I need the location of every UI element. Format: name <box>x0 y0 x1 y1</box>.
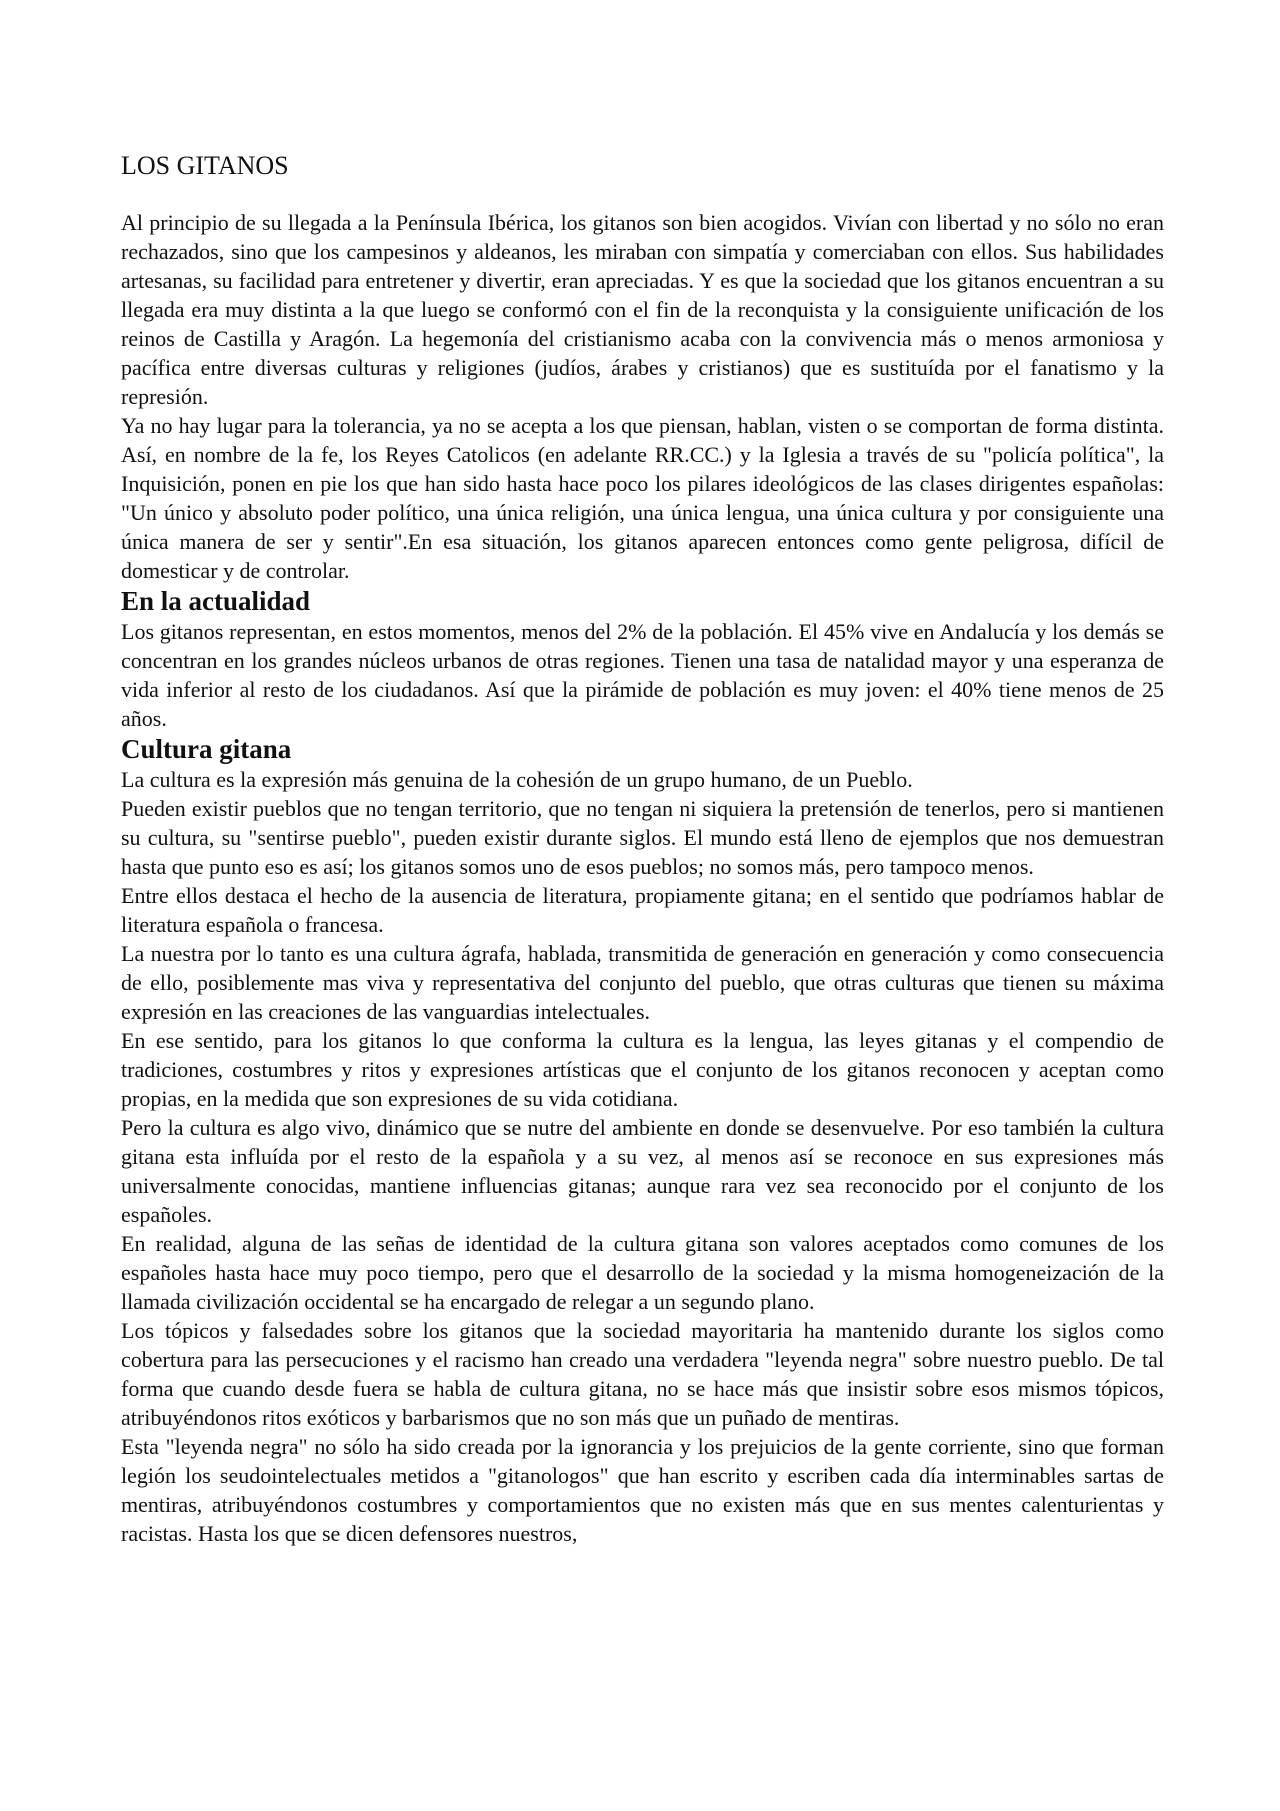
paragraph-cultura-1: La cultura es la expresión más genuina de la cohesión de un grupo humano, de un Pueblo. <box>121 767 913 792</box>
heading-en-la-actualidad: En la actualidad <box>121 586 311 616</box>
paragraph-intro-2: Ya no hay lugar para la tolerancia, ya no se acepta a los que piensan, hablan, visten o se comportan de forma distinta. Así, en nombre de la fe, los Reyes Catolicos (en adelante RR.CC.) y la Iglesia a través de su "policía política", la Inquisición, ponen en pie los que han sido hasta hace poco los pilares ideológicos de las clases dirigentes españolas: "Un único y absoluto poder político, una única religión, una única lengua, una única cultura y por consiguiente una única manera de ser y sentir".En esa situación, los gitanos aparecen entonces como gente peligrosa, difícil de domesticar y de controlar. <box>121 413 1164 583</box>
paragraph-cultura-4: La nuestra por lo tanto es una cultura ágrafa, hablada, transmitida de generación en generación y como consecuencia de ello, posiblemente mas viva y representativa del conjunto del pueblo, que otras culturas que tienen su máxima expresión en las creaciones de las vanguardias intelectuales. <box>121 941 1164 1024</box>
heading-cultura-gitana: Cultura gitana <box>121 734 292 764</box>
paragraph-cultura-6: Pero la cultura es algo vivo, dinámico que se nutre del ambiente en donde se desenvuelve. Por eso también la cultura gitana esta influída por el resto de la española y a su vez, al menos así se reconoce en sus expresiones más universalmente conocidas, mantiene influencias gitanas; aunque rara vez sea reconocido por el conjunto de los españoles. <box>121 1115 1164 1227</box>
paragraph-intro-1: Al principio de su llegada a la Península Ibérica, los gitanos son bien acogidos. Vivían con libertad y no sólo no eran rechazados, sino que los campesinos y aldeanos, les miraban con simpatía y comerciaban con ellos. Sus habilidades artesanas, su facilidad para entretener y divertir, eran apreciadas. Y es que la sociedad que los gitanos encuentran a su llegada era muy distinta a la que luego se conformó con el fin de la reconquista y la consiguiente unificación de los reinos de Castilla y Aragón. La hegemonía del cristianismo acaba con la convivencia más o menos armoniosa y pacífica entre diversas culturas y religiones (judíos, árabes y cristianos) que es sustituída por el fanatismo y la represión. <box>121 210 1164 409</box>
paragraph-actualidad-1: Los gitanos representan, en estos momentos, menos del 2% de la población. El 45% vive en Andalucía y los demás se concentran en los grandes núcleos urbanos de otras regiones. Tienen una tasa de natalidad mayor y una esperanza de vida inferior al resto de los ciudadanos. Así que la pirámide de población es muy joven: el 40% tiene menos de 25 años. <box>121 619 1164 731</box>
document-page <box>121 150 1164 1548</box>
paragraph-cultura-9: Esta "leyenda negra" no sólo ha sido creada por la ignorancia y los prejuicios de la gente corriente, sino que forman legión los seudointelectuales metidos a "gitanologos" que han escrito y escriben cada día interminables sartas de mentiras, atribuyéndonos costumbres y comportamientos que no existen más que en sus mentes calenturientas y racistas. Hasta los que se dicen defensores nuestros, <box>121 1434 1164 1546</box>
document-title: LOS GITANOS <box>121 151 289 180</box>
paragraph-cultura-7: En realidad, alguna de las señas de identidad de la cultura gitana son valores aceptados como comunes de los españoles hasta hace muy poco tiempo, pero que el desarrollo de la sociedad y la misma homogeneización de la llamada civilización occidental se ha encargado de relegar a un segundo plano. <box>121 1231 1164 1314</box>
paragraph-cultura-2: Pueden existir pueblos que no tengan territorio, que no tengan ni siquiera la pretensión de tenerlos, pero si mantienen su cultura, su "sentirse pueblo", pueden existir durante siglos. El mundo está lleno de ejemplos que nos demuestran hasta que punto eso es así; los gitanos somos uno de esos pueblos; no somos más, pero tampoco menos. <box>121 796 1164 879</box>
paragraph-cultura-8: Los tópicos y falsedades sobre los gitanos que la sociedad mayoritaria ha mantenido durante los siglos como cobertura para las persecuciones y el racismo han creado una verdadera "leyenda negra" sobre nuestro pueblo. De tal forma que cuando desde fuera se habla de cultura gitana, no se hace más que insistir sobre esos mismos tópicos, atribuyéndonos ritos exóticos y barbarismos que no son más que un puñado de mentiras. <box>121 1318 1164 1430</box>
paragraph-cultura-5: En ese sentido, para los gitanos lo que conforma la cultura es la lengua, las leyes gitanas y el compendio de tradiciones, costumbres y ritos y expresiones artísticas que el conjunto de los gitanos reconocen y aceptan como propias, en la medida que son expresiones de su vida cotidiana. <box>121 1028 1164 1111</box>
paragraph-cultura-3: Entre ellos destaca el hecho de la ausencia de literatura, propiamente gitana; en el sentido que podríamos hablar de literatura española o francesa. <box>121 883 1164 937</box>
